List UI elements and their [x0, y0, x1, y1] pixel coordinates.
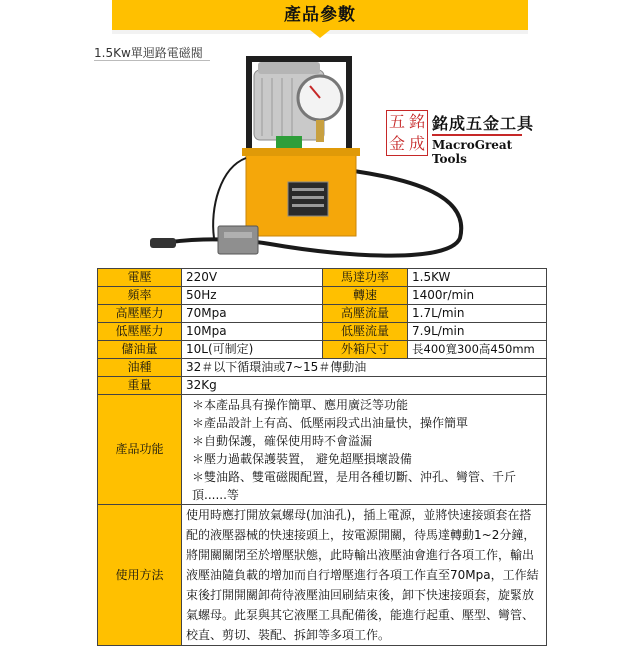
spec-value: 1400r/min — [408, 287, 547, 305]
table-row — [98, 341, 547, 359]
spec-value: 32＃以下循環油或7~15＃傳動油 — [182, 359, 547, 377]
spec-value: 1.7L/min — [408, 305, 547, 323]
list-item: ＊產品設計上有高、低壓兩段式出油量快，操作簡單 — [192, 416, 469, 430]
brand-name: 銘成五金工具 — [432, 114, 535, 133]
brand-seal — [386, 110, 428, 156]
list-item: ＊本產品具有操作簡單、應用廣泛等功能 — [192, 398, 409, 412]
hose-coupler — [150, 238, 176, 248]
spec-label: 高壓流量 — [323, 305, 408, 323]
spec-label: 油種 — [98, 359, 182, 377]
brand-english: MacroGreat Tools — [432, 138, 513, 166]
spec-label: 產品功能 — [98, 395, 182, 505]
tank-top — [242, 148, 360, 156]
spec-label: 外箱尺寸 — [323, 341, 408, 359]
header-banner — [112, 0, 528, 34]
spec-label: 重量 — [98, 377, 182, 395]
spec-value: 長400寬300高450mm — [408, 341, 547, 359]
spec-value: 32Kg — [182, 377, 547, 395]
table-row — [98, 395, 547, 505]
spec-label: 電壓 — [98, 269, 182, 287]
spec-value: 220V — [182, 269, 323, 287]
spec-value: 1.5KW — [408, 269, 547, 287]
table-row — [98, 269, 547, 287]
brand-logo — [386, 110, 546, 166]
gauge-stem — [316, 120, 324, 142]
table-row — [98, 305, 547, 323]
page-title: 產品參數 — [284, 5, 356, 25]
spec-label: 轉速 — [323, 287, 408, 305]
spec-value: 70Mpa — [182, 305, 323, 323]
spec-label: 儲油量 — [98, 341, 182, 359]
model-label: 1.5Kw單迴路電磁閥 — [94, 46, 203, 60]
table-row — [98, 377, 547, 395]
spec-label: 馬達功率 — [323, 269, 408, 287]
usage-text: 使用時應打開放氣螺母(加油孔)，插上電源，並將快速接頭套在搭配的液壓器械的快速接頭上，按電源開關，待馬達轉動1~2分鐘，將開關關閉至於增壓狀態，此時輸出液壓油會進行各項工作，輸出液壓油隨負載的增加而自行增壓進行各項工作直至70Mpa，工作結束後打開開關卸荷待液壓油回刷結束後，卸下快速接頭套，旋緊放氣螺母。此泵與其它液壓工具配備後，能進行起重、壓型、彎管、校直、剪切、裝配、拆卸等多項工作。 — [182, 505, 547, 646]
header-pointer — [310, 30, 330, 38]
table-row — [98, 287, 547, 305]
seal-char: 銘 — [408, 112, 425, 131]
motor-cap — [258, 62, 320, 74]
table-row — [98, 505, 547, 646]
product-photo — [150, 48, 480, 266]
table-row — [98, 359, 547, 377]
table-row — [98, 323, 547, 341]
spec-label: 低壓流量 — [323, 323, 408, 341]
list-item: ＊雙油路、雙電磁閥配置，是用各種切斷、沖孔、彎管、千斤頂......等 — [192, 470, 517, 502]
spec-label: 高壓壓力 — [98, 305, 182, 323]
spec-label: 使用方法 — [98, 505, 182, 646]
spec-value: 50Hz — [182, 287, 323, 305]
control-box — [218, 226, 258, 254]
brand-underline — [432, 134, 522, 136]
spec-value: 10L(可制定) — [182, 341, 323, 359]
spec-table — [97, 268, 547, 646]
spec-value: 10Mpa — [182, 323, 323, 341]
seal-char: 成 — [408, 134, 425, 153]
spec-label: 頻率 — [98, 287, 182, 305]
list-item: ＊壓力過載保護裝置， 避免超壓損壞設備 — [192, 452, 412, 466]
seal-char: 五 — [388, 112, 405, 131]
feature-list — [182, 395, 547, 505]
list-item: ＊自動保護，確保使用時不會溢漏 — [192, 434, 373, 448]
seal-char: 金 — [388, 134, 405, 153]
spec-label: 低壓壓力 — [98, 323, 182, 341]
frame-top-bar — [246, 56, 352, 62]
spec-value: 7.9L/min — [408, 323, 547, 341]
